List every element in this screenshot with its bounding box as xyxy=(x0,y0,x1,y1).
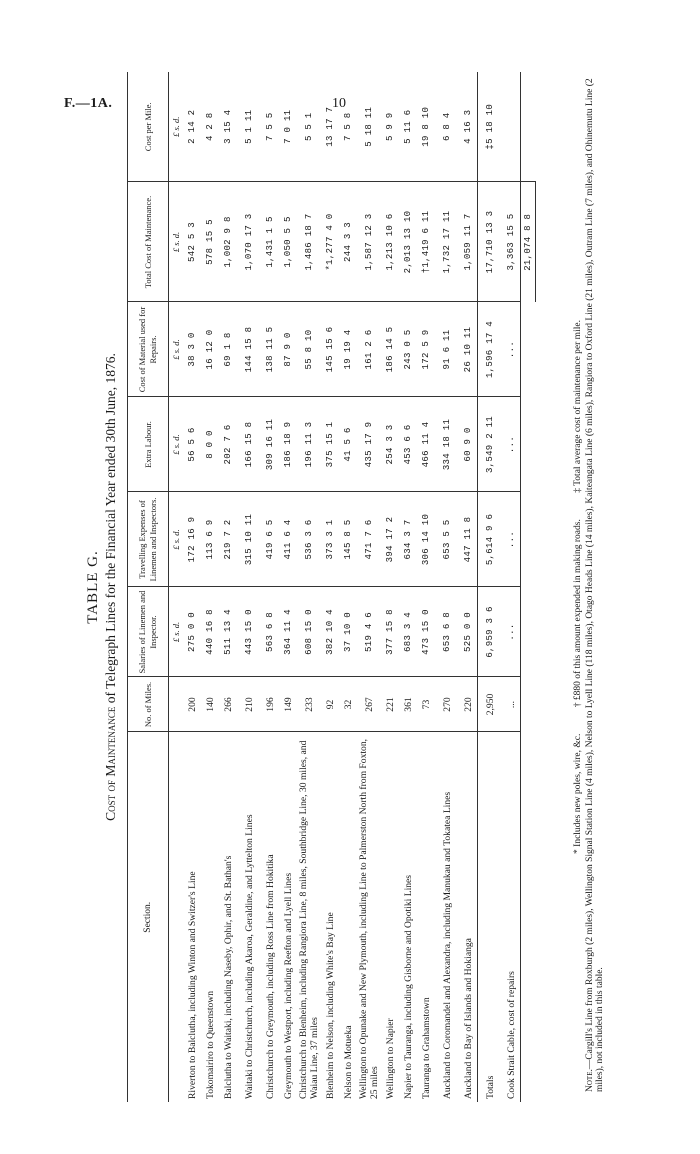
travelling-cell: 373 3 1 xyxy=(321,492,339,587)
table-row xyxy=(297,72,321,1102)
total-cost-cell: 1,587 12 3 xyxy=(357,182,381,302)
table-row xyxy=(279,72,297,1102)
salaries-cell: 382 10 4 xyxy=(321,587,339,677)
salaries-cell: 683 3 4 xyxy=(399,587,417,677)
section-cell: Wellington to Opunake and New Plymouth, including Line to Palmerston North from Foxton, 25 miles xyxy=(358,738,380,1099)
section-cell: Totals xyxy=(478,732,503,1102)
table-row xyxy=(237,72,261,1102)
total-cost-cell: 578 15 5 xyxy=(201,182,219,302)
section-cell: Tokomairiro to Queenstown xyxy=(204,990,216,1099)
material-cell: 19 19 4 xyxy=(339,302,357,397)
total-cost-cell: 2,013 13 10 xyxy=(399,182,417,302)
miles-cell: 73 xyxy=(417,677,435,732)
miles-cell: 32 xyxy=(339,677,357,732)
table-title: TABLE G. xyxy=(85,550,101,624)
salaries-cell: 653 6 8 xyxy=(435,587,459,677)
table-row xyxy=(183,72,201,1102)
note-text: —Cargill's Line from Roxburgh (2 miles), Wellington Signal Station Line (4 miles), Nelson to Lyell Line (118 miles), Otago Heads Line (14 miles), Kaiteangata Line (6 miles), Rangiora to Oxford Line (21 miles), Outram Line (7 miles), and Ohinemutu Line (2 miles), not included in this table. xyxy=(585,78,605,1092)
unit-cell: £ s. d. xyxy=(169,397,184,492)
table-row xyxy=(321,72,339,1102)
total-cost-cell: 1,732 17 11 xyxy=(435,182,459,302)
total-cost-cell: 1,431 1 5 xyxy=(261,182,279,302)
table-subtitle xyxy=(103,72,119,1102)
travelling-cell: 172 16 9 xyxy=(183,492,201,587)
cost-per-mile-cell: 5 18 11 xyxy=(357,72,381,182)
salaries-cell: 364 11 4 xyxy=(279,587,297,677)
travelling-cell: 653 5 5 xyxy=(435,492,459,587)
miles-cell: 220 xyxy=(459,677,478,732)
travelling-cell: 306 14 10 xyxy=(417,492,435,587)
col-total-cost: Total Cost of Maintenance. xyxy=(128,182,169,302)
salaries-cell: 443 15 0 xyxy=(237,587,261,677)
miles-cell: 200 xyxy=(183,677,201,732)
table-row xyxy=(435,72,459,1102)
extra-labour-cell: 309 16 11 xyxy=(261,397,279,492)
miles-cell: 2,950 xyxy=(478,677,503,732)
travelling-cell: 315 10 11 xyxy=(237,492,261,587)
salaries-cell: 519 4 6 xyxy=(357,587,381,677)
travelling-cell: 634 3 7 xyxy=(399,492,417,587)
unit-cell xyxy=(169,732,184,1102)
miles-cell: 221 xyxy=(381,677,399,732)
cost-per-mile-cell: 4 2 8 xyxy=(201,72,219,182)
grand-total-cell: 21,074 8 8 xyxy=(521,182,536,302)
maintenance-table xyxy=(127,72,536,1102)
total-cost-cell: 542 5 3 xyxy=(183,182,201,302)
section-cell: Wellington to Napier xyxy=(384,1018,396,1099)
col-travelling: Travelling Expenses of Linemen and Inspectors. xyxy=(128,492,169,587)
empty-cell xyxy=(521,302,536,397)
travelling-cell: 419 6 5 xyxy=(261,492,279,587)
travelling-cell: 113 6 9 xyxy=(201,492,219,587)
col-cost-per-mile: Cost per Mile. xyxy=(128,72,169,182)
miles-cell: 140 xyxy=(201,677,219,732)
extra-labour-cell: 186 18 9 xyxy=(279,397,297,492)
total-cost-cell: 17,710 13 3 xyxy=(478,182,503,302)
table-row xyxy=(399,72,417,1102)
total-cost-cell: *1,277 4 0 xyxy=(321,182,339,302)
footnote-star: * Includes new poles, wire, &c. xyxy=(573,733,583,854)
subtitle-rest: of Telegraph Lines for the Financial Year ended 30th June, 1876. xyxy=(103,353,118,707)
material-cell: 16 12 0 xyxy=(201,302,219,397)
header-row xyxy=(128,72,169,1102)
salaries-cell: 440 16 8 xyxy=(201,587,219,677)
material-cell: 186 14 5 xyxy=(381,302,399,397)
cost-per-mile-cell: 2 14 2 xyxy=(183,72,201,182)
table-note xyxy=(585,72,605,1102)
salaries-cell: 37 10 0 xyxy=(339,587,357,677)
salaries-cell: 6,959 3 6 xyxy=(478,587,503,677)
total-cost-cell: 1,486 18 7 xyxy=(297,182,321,302)
extra-labour-cell: 166 15 8 xyxy=(237,397,261,492)
extra-labour-cell: 196 11 3 xyxy=(297,397,321,492)
units-row xyxy=(169,72,184,1102)
cost-per-mile-cell: 13 17 7 xyxy=(321,72,339,182)
empty-cell xyxy=(521,732,536,1102)
section-cell: Blenheim to Nelson, including White's Bay Line xyxy=(324,912,336,1099)
section-cell: Auckland to Coromandel and Alexandra, including Manukau and Tokatea Lines xyxy=(441,791,453,1099)
travelling-cell: 5,614 9 6 xyxy=(478,492,503,587)
section-cell: Riverton to Balclutha, including Winton and Switzer's Line xyxy=(186,871,198,1099)
section-cell: Balclutha to Waitaki, including Naseby, Ophir, and St. Bathan's xyxy=(222,855,234,1099)
salaries-cell: 511 13 4 xyxy=(219,587,237,677)
travelling-cell: 447 11 8 xyxy=(459,492,478,587)
extra-labour-cell: 41 5 6 xyxy=(339,397,357,492)
cost-per-mile-cell: 3 15 4 xyxy=(219,72,237,182)
unit-cell: £ s. d. xyxy=(169,72,184,182)
col-material: Cost of Material used for Repairs. xyxy=(128,302,169,397)
col-salaries: Salaries of Linemen and Inspector. xyxy=(128,587,169,677)
material-cell: 55 8 10 xyxy=(297,302,321,397)
table-row xyxy=(339,72,357,1102)
page-reference: F.—1A. xyxy=(64,96,113,111)
rotated-table-page xyxy=(85,72,605,1102)
material-cell: 172 5 9 xyxy=(417,302,435,397)
empty-cell xyxy=(521,72,536,182)
subtitle-prefix: Cost of Maintenance xyxy=(103,706,118,821)
footnote-double-dagger: ‡ Total average cost of maintenance per mile. xyxy=(573,320,583,493)
cost-per-mile-cell: 7 5 8 xyxy=(339,72,357,182)
extra-labour-cell: 254 3 3 xyxy=(381,397,399,492)
material-cell: 38 3 0 xyxy=(183,302,201,397)
section-cell: Nelson to Motueka xyxy=(342,1025,354,1099)
miles-cell: 149 xyxy=(279,677,297,732)
cost-per-mile-cell xyxy=(502,72,521,182)
miles-cell: 210 xyxy=(237,677,261,732)
cost-per-mile-cell: 7 5 5 xyxy=(261,72,279,182)
salaries-cell: 563 6 8 xyxy=(261,587,279,677)
total-cost-cell: 1,070 17 3 xyxy=(237,182,261,302)
section-cell: Greymouth to Westport, including Reefton and Lyell Lines xyxy=(282,872,294,1099)
extra-labour-cell: 453 6 6 xyxy=(399,397,417,492)
col-extra-labour: Extra Labour. xyxy=(128,397,169,492)
material-cell: 243 0 5 xyxy=(399,302,417,397)
section-cell: Christchurch to Blenheim, including Rangiora Line, 8 miles, Southbridge Line, 30 miles, and Waiau Line, 37 miles xyxy=(298,740,320,1099)
cost-per-mile-cell: 4 16 3 xyxy=(459,72,478,182)
total-cost-cell: 3,363 15 5 xyxy=(502,182,521,302)
cost-per-mile-cell: 19 8 10 xyxy=(417,72,435,182)
section-cell: Napier to Tauranga, including Gisborne and Opotiki Lines xyxy=(402,874,414,1099)
travelling-cell: 411 6 4 xyxy=(279,492,297,587)
empty-cell xyxy=(521,587,536,677)
miles-cell: 196 xyxy=(261,677,279,732)
total-cost-cell: †1,419 6 11 xyxy=(417,182,435,302)
miles-cell: 267 xyxy=(357,677,381,732)
total-cost-cell: 1,213 10 6 xyxy=(381,182,399,302)
unit-cell: £ s. d. xyxy=(169,492,184,587)
travelling-cell: ... xyxy=(502,492,521,587)
salaries-cell: 525 0 0 xyxy=(459,587,478,677)
total-cost-cell: 1,050 5 5 xyxy=(279,182,297,302)
empty-cell xyxy=(521,492,536,587)
cost-per-mile-cell: 6 8 4 xyxy=(435,72,459,182)
col-section: Section. xyxy=(128,732,169,1102)
section-cell: Tauranga to Grahamstown xyxy=(420,997,432,1099)
table-row xyxy=(417,72,435,1102)
unit-cell xyxy=(169,677,184,732)
totals-row xyxy=(478,72,503,1102)
footnote-dagger: † £880 of this amount expended in making roads. xyxy=(573,519,583,708)
material-cell: 87 9 0 xyxy=(279,302,297,397)
salaries-cell: 608 15 0 xyxy=(297,587,321,677)
salaries-cell: 275 0 0 xyxy=(183,587,201,677)
material-cell: 69 1 8 xyxy=(219,302,237,397)
cost-per-mile-cell: 7 0 11 xyxy=(279,72,297,182)
extra-labour-cell: 60 9 0 xyxy=(459,397,478,492)
salaries-cell: 473 15 0 xyxy=(417,587,435,677)
travelling-cell: 145 8 5 xyxy=(339,492,357,587)
unit-cell: £ s. d. xyxy=(169,587,184,677)
empty-cell xyxy=(521,677,536,732)
table-row xyxy=(219,72,237,1102)
grand-total-row xyxy=(521,72,536,1102)
extra-labour-cell: 466 11 4 xyxy=(417,397,435,492)
cable-row xyxy=(502,72,521,1102)
total-cost-cell: 1,002 9 8 xyxy=(219,182,237,302)
table-row xyxy=(357,72,381,1102)
material-cell: 1,596 17 4 xyxy=(478,302,503,397)
miles-cell: 361 xyxy=(399,677,417,732)
material-cell: 26 10 11 xyxy=(459,302,478,397)
unit-cell: £ s. d. xyxy=(169,182,184,302)
material-cell: 144 15 8 xyxy=(237,302,261,397)
section-cell: Waitaki to Christchurch, including Akaroa, Geraldine, and Lyttelton Lines xyxy=(243,814,255,1099)
col-miles: No. of Miles. xyxy=(128,677,169,732)
cost-per-mile-cell: ‡5 18 10 xyxy=(478,72,503,182)
extra-labour-cell: 375 15 1 xyxy=(321,397,339,492)
cost-per-mile-cell: 5 11 6 xyxy=(399,72,417,182)
cost-per-mile-cell: 5 1 11 xyxy=(237,72,261,182)
extra-labour-cell: 202 7 6 xyxy=(219,397,237,492)
section-cell: Christchurch to Greymouth, including Ross Line from Hokitika xyxy=(264,854,276,1099)
empty-cell xyxy=(521,397,536,492)
extra-labour-cell: 435 17 9 xyxy=(357,397,381,492)
material-cell: 161 2 6 xyxy=(357,302,381,397)
miles-cell: 92 xyxy=(321,677,339,732)
total-cost-cell: 244 3 3 xyxy=(339,182,357,302)
cost-per-mile-cell: 5 9 9 xyxy=(381,72,399,182)
material-cell: ... xyxy=(502,302,521,397)
total-cost-cell: 1,059 11 7 xyxy=(459,182,478,302)
miles-cell: 266 xyxy=(219,677,237,732)
table-row xyxy=(201,72,219,1102)
extra-labour-cell: ... xyxy=(502,397,521,492)
section-cell: Cook Strait Cable, cost of repairs xyxy=(502,732,521,1102)
travelling-cell: 471 7 6 xyxy=(357,492,381,587)
travelling-cell: 219 7 2 xyxy=(219,492,237,587)
travelling-cell: 536 3 6 xyxy=(297,492,321,587)
extra-labour-cell: 56 5 6 xyxy=(183,397,201,492)
table-row xyxy=(261,72,279,1102)
travelling-cell: 394 17 2 xyxy=(381,492,399,587)
note-label: Note. xyxy=(585,1069,595,1092)
miles-cell: 270 xyxy=(435,677,459,732)
extra-labour-cell: 8 0 0 xyxy=(201,397,219,492)
salaries-cell: ... xyxy=(502,587,521,677)
material-cell: 138 11 5 xyxy=(261,302,279,397)
page-number: 10 xyxy=(332,96,346,111)
table-row xyxy=(459,72,478,1102)
table-row xyxy=(381,72,399,1102)
section-cell: Auckland to Bay of Islands and Hokianga xyxy=(462,938,474,1099)
extra-labour-cell: 334 18 11 xyxy=(435,397,459,492)
material-cell: 145 15 6 xyxy=(321,302,339,397)
footnote-row xyxy=(573,72,583,1102)
miles-cell: ... xyxy=(502,677,521,732)
cost-per-mile-cell: 5 5 1 xyxy=(297,72,321,182)
miles-cell: 233 xyxy=(297,677,321,732)
extra-labour-cell: 3,549 2 11 xyxy=(478,397,503,492)
salaries-cell: 377 15 8 xyxy=(381,587,399,677)
material-cell: 91 6 11 xyxy=(435,302,459,397)
footnotes xyxy=(573,72,605,1102)
unit-cell: £ s. d. xyxy=(169,302,184,397)
